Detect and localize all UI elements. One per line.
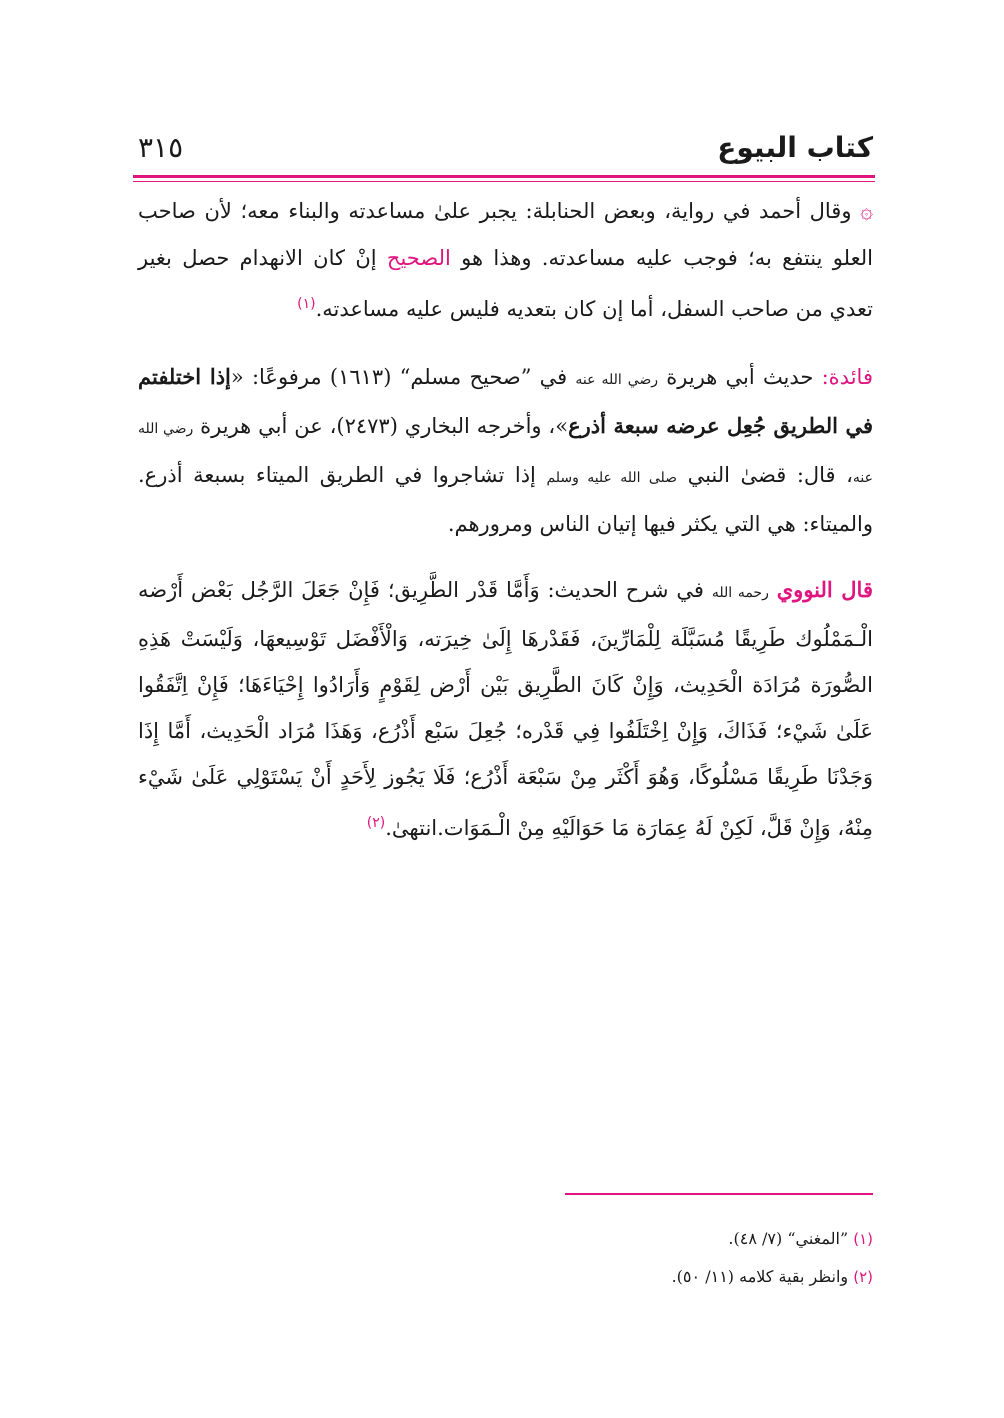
footnote-2-text: وانظر بقية كلامه (١١/ ٥٠). [671,1267,854,1286]
footnote-separator [565,1193,873,1195]
footnotes [138,1220,873,1296]
paragraph-3-text: في شرح الحديث: وَأَمَّا قَدْر الطَّرِيق؛ فَإِنْ جَعَلَ الرَّجُل بَعْض أَرْضه الْـمَمْلُوك طَرِيقًا مُسَبَّلَة لِلْمَارِّينَ، فَقَدْرهَا إِلَىٰ خِيرَته، وَالْأَفْضَل تَوْسِيعهَا، وَلَيْسَتْ هَذِهِ الصُّورَة مُرَادَة الْحَدِيث، وَإِنْ كَانَ الطَّرِيق بَيْن أَرْض لِقَوْمٍ وَأَرَادُوا إِحْيَاءَهَا؛ فَإِنْ اِتَّفَقُوا عَلَىٰ شَيْء؛ فَذَاكَ، وَإِنْ اِخْتَلَفُوا فِي قَدْره؛ جُعِلَ سَبْع أَذْرُع، وَهَذَا مُرَاد الْحَدِيث، أَمَّا إِذَا وَجَدْنَا طَرِيقًا مَسْلُوكًا، وَهُوَ أَكْثَر مِنْ سَبْعَة أَذْرُع؛ فَلَا يَجُوز لِأَحَدٍ أَنْ يَسْتَوْلِي عَلَىٰ شَيْء مِنْهُ، وَإِنْ قَلَّ، لَكِنْ لَهُ عِمَارَة مَا حَوَالَيْهِ مِنْ الْـمَوَات.انتهىٰ. [138,578,873,840]
highlight-sahih: الصحيح [386,246,451,270]
paragraph-1-text-before: وقال أحمد في رواية، وبعض الحنابلة: يجبر علىٰ مساعدته والبناء معه؛ لأن صاحب العلو ينتفع به؛ فوجب عليه مساعدته. وهذا هو [138,199,873,270]
footnote-ref-2[interactable]: (٢) [366,815,386,831]
footnote-1-text: ”المغني“ (٧/ ٤٨). [728,1229,854,1248]
running-header [138,128,873,178]
honorific-rahimahullah: رحمه الله [711,585,769,601]
footnote-1-number: (١) [853,1230,873,1248]
honorific-salla-icon: صلى الله عليه وسلم [546,470,678,486]
paragraph-2-text-4: ، قال: قضىٰ النبي [677,463,853,487]
paragraph-1-text-after: إنْ كان الانهدام حصل بغير تعدي من صاحب السفل، أما إن كان بتعديه فليس عليه مساعدته. [138,246,873,321]
header-rule-thick [133,175,875,178]
paragraph-2 [138,354,873,547]
honorific-radiallahu-1: رضي الله عنه [575,372,659,388]
paragraph-2-text-5: إذا تشاجروا في الطريق الميتاء بسبعة أذرع. والميتاء: هي التي يكثر فيها إتيان الناس ومرورهم. [138,463,873,536]
main-text [138,188,873,851]
book-title: كتاب البيوع [717,131,873,164]
footnote-ref-1[interactable]: (١) [297,296,316,312]
faida-label: فائدة: [821,365,873,389]
page-number: ٣١٥ [138,131,184,164]
header-rule-thin [133,181,875,182]
flower-ornament-icon: ۞ [860,199,873,224]
nawawi-label: قال النووي [776,577,873,602]
footnote-2 [138,1258,873,1296]
footnote-1 [138,1220,873,1258]
paragraph-2-text-3: »، وأخرجه البخاري (٢٤٧٣)، عن أبي هريرة [193,414,569,438]
paragraph-2-text-1: حديث أبي هريرة [658,365,822,389]
paragraph-2-text-2: في ”صحيح مسلم“ (١٦١٣) مرفوعًا: « [230,365,576,389]
hadith-quote: إذا اختلفتم في الطريق جُعِل عرضه سبعة أذرع [138,364,874,438]
paragraph-1 [138,188,873,332]
honorific-radiallahu-2: رضي الله عنه [138,421,874,486]
footnote-2-number: (٢) [853,1268,873,1286]
paragraph-3 [138,567,873,851]
